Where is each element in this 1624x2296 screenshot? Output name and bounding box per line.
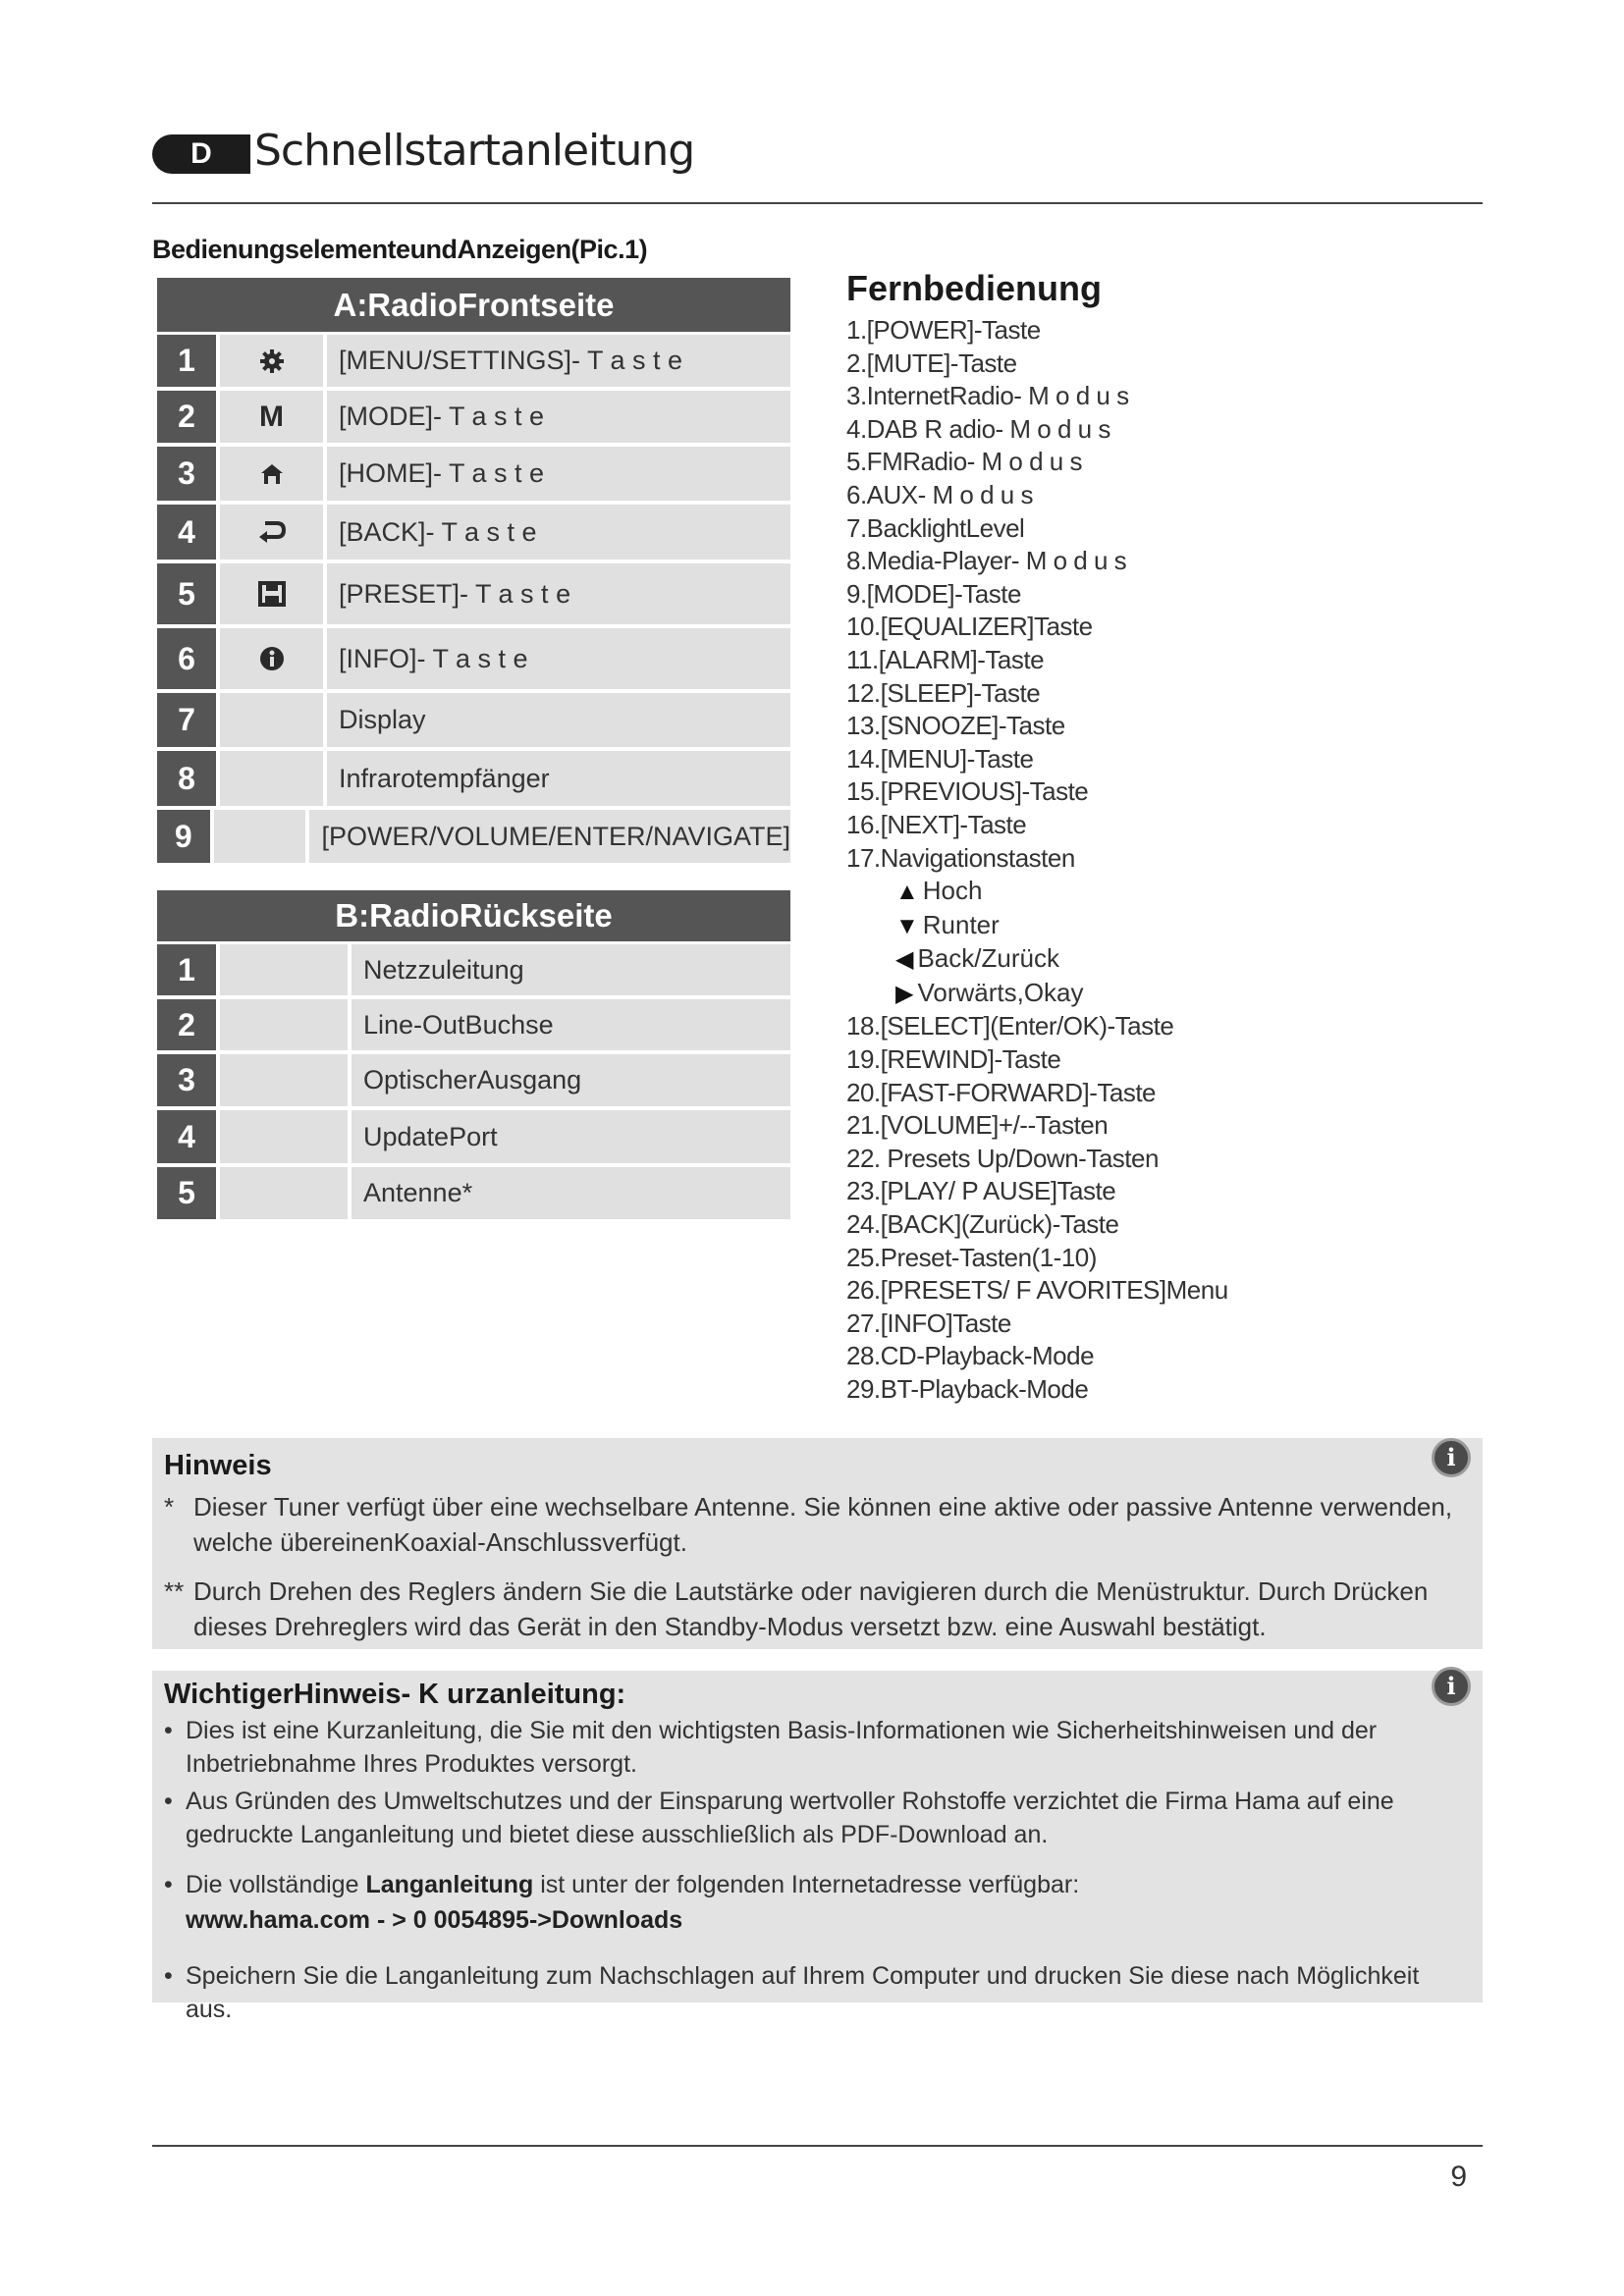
table-row [157, 563, 790, 624]
row-label: Netzzuleitung [352, 944, 790, 995]
row-number: 9 [157, 810, 210, 863]
save-preset-icon [220, 563, 323, 624]
footnote-mark: ** [164, 1576, 185, 1606]
download-url-link[interactable]: www.hama.com - > 0 0054895->Downloads [186, 1906, 683, 1934]
arrow-down-icon: ▼ [895, 912, 919, 939]
list-item: 1.[POWER]-Taste [846, 315, 1041, 345]
back-arrow-icon [220, 505, 323, 560]
list-item: 10.[EQUALIZER]Taste [846, 612, 1093, 642]
list-item: 3.InternetRadio- M o d u s [846, 381, 1129, 411]
bullet-text: Die vollständige [186, 1871, 366, 1898]
list-item: 23.[PLAY/ P AUSE]Taste [846, 1176, 1116, 1206]
bullet-icon: • [164, 1788, 173, 1815]
list-item: 21.[VOLUME]+/--Tasten [846, 1110, 1109, 1141]
bullet-text: ist unter der folgenden Internetadresse verfügbar: [533, 1871, 1080, 1898]
nav-item-down [895, 909, 1455, 943]
list-item: 25.Preset-Tasten(1-10) [846, 1242, 1097, 1272]
table-row [157, 999, 790, 1050]
bullet-text: Aus Gründen des Umweltschutzes und der Einsparung wertvoller Rohstoffe verzichtet die Firma Hama auf eine gedruckte Langanleitung und bietet diese ausschließlich als PDF-Download an. [186, 1788, 1394, 1848]
long-manual-label: Langanleitung [365, 1871, 534, 1898]
list-item: 8.Media-Player- M o d u s [846, 546, 1127, 576]
header-divider [152, 202, 1483, 204]
list-item: 2.[MUTE]-Taste [846, 347, 1017, 378]
empty-icon-cell [220, 1054, 348, 1106]
table-row [157, 1110, 790, 1163]
front-table-title: A:RadioFrontseite [157, 278, 790, 332]
remote-list [846, 314, 1455, 875]
bullet-icon: • [164, 1871, 173, 1898]
hinweis-title: Hinweis [164, 1450, 272, 1481]
row-number: 2 [157, 391, 216, 443]
nav-item-up [895, 875, 1455, 909]
row-number: 3 [157, 1054, 216, 1106]
row-label: Antenne* [352, 1167, 790, 1219]
footnote-text: Durch Drehen des Reglers ändern Sie die Lautstärke oder navigieren durch die Menüstruktur. Durch Drücken dieses Drehreglers wird das Gerät in den Standby-Modus versetzt bzw. eine Auswahl bestätigt. [193, 1576, 1429, 1641]
empty-icon-cell [220, 1167, 348, 1219]
info-icon: i [1432, 1667, 1471, 1706]
footnote-text: Dieser Tuner verfügt über eine wechselbare Antenne. Sie können eine aktive oder passive Antenne verwenden, welche übereinenKoaxial-Anschlussverfügt. [193, 1492, 1453, 1557]
list-item: 18.[SELECT](Enter/OK)-Taste [846, 1011, 1174, 1041]
row-number: 1 [157, 335, 216, 387]
row-label: [MODE]- T a s t e [327, 391, 790, 443]
list-item: 15.[PREVIOUS]-Taste [846, 776, 1089, 807]
table-row [157, 1054, 790, 1106]
row-label: [MENU/SETTINGS]- T a s t e [327, 335, 790, 387]
row-number: 4 [157, 1110, 216, 1163]
table-row [157, 1167, 790, 1219]
wichtig-title: WichtigerHinweis- K urzanleitung: [164, 1679, 626, 1710]
row-label: [HOME]- T a s t e [327, 447, 790, 501]
footer-divider [152, 2145, 1483, 2147]
list-item: 22. Presets Up/Down-Tasten [846, 1143, 1159, 1173]
list-item: 9.[MODE]-Taste [846, 578, 1021, 609]
wichtig-box [152, 1671, 1483, 2023]
table-row [157, 751, 790, 806]
list-item: 6.AUX- M o d u s [846, 479, 1033, 509]
nav-item-left [895, 942, 1455, 977]
bullet-text: Dies ist eine Kurzanleitung, die Sie mit den wichtigsten Basis-Informationen wie Sicherheitshinweisen und der Inbetriebnahme Ihres Produktes versorgt. [186, 1717, 1378, 1778]
list-item: 7.BacklightLevel [846, 512, 1025, 543]
list-item: 27.[INFO]Taste [846, 1308, 1011, 1338]
gear-icon [220, 335, 323, 387]
row-number: 7 [157, 693, 216, 747]
info-icon: i [1432, 1438, 1471, 1477]
table-row [157, 391, 790, 443]
list-item: 4.DAB R adio- M o d u s [846, 413, 1110, 444]
empty-icon-cell [220, 1110, 348, 1163]
navigation-keys-list [846, 875, 1455, 1010]
remote-list-continued [846, 1010, 1455, 1406]
row-number: 1 [157, 944, 216, 995]
list-item: 20.[FAST-FORWARD]-Taste [846, 1077, 1157, 1107]
nav-label: Vorwärts,Okay [917, 977, 1084, 1007]
page-number: 9 [1450, 2161, 1467, 2193]
list-item: 13.[SNOOZE]-Taste [846, 711, 1065, 741]
nav-label: Hoch [922, 876, 983, 906]
back-table-title: B:RadioRückseite [157, 890, 790, 941]
arrow-left-icon: ◀ [895, 946, 914, 974]
info-icon [220, 628, 323, 689]
back-controls-table [157, 890, 790, 1223]
hinweis-box [152, 1438, 1483, 1649]
row-number: 6 [157, 628, 216, 689]
row-label: [POWER/VOLUME/ENTER/NAVIGATE] [309, 810, 790, 863]
row-number: 2 [157, 999, 216, 1050]
table-row [157, 628, 790, 689]
arrow-up-icon: ▲ [895, 879, 919, 906]
list-item: 29.BT-Playback-Mode [846, 1374, 1089, 1404]
empty-icon-cell [214, 810, 306, 863]
bullet-item [164, 1714, 1471, 1781]
bullet-icon: • [164, 1717, 173, 1744]
footnote-mark: * [164, 1492, 175, 1522]
table-row [157, 810, 790, 863]
arrow-right-icon: ▶ [895, 980, 914, 1007]
page-title: Schnellstartanleitung [254, 126, 695, 176]
table-row [157, 335, 790, 387]
list-item: 14.[MENU]-Taste [846, 743, 1034, 774]
row-label: Infrarotempfänger [327, 751, 790, 806]
list-item: 24.[BACK](Zurück)-Taste [846, 1209, 1119, 1240]
row-number: 5 [157, 563, 216, 624]
home-icon [220, 447, 323, 501]
table-row [157, 693, 790, 747]
bullet-text: Speichern Sie die Langanleitung zum Nachschlagen auf Ihrem Computer und drucken Sie diese nach Möglichkeit aus. [186, 1962, 1420, 2023]
empty-icon-cell [220, 693, 323, 747]
remote-control-section [846, 265, 1455, 1407]
list-item: 12.[SLEEP]-Taste [846, 677, 1041, 708]
table-row [157, 944, 790, 995]
bullet-item [164, 1867, 1471, 1938]
bullet-item [164, 1785, 1471, 1851]
table-row [157, 447, 790, 501]
list-item: 19.[REWIND]-Taste [846, 1044, 1061, 1075]
front-controls-table [157, 278, 790, 867]
list-item: 28.CD-Playback-Mode [846, 1341, 1095, 1371]
list-item: 5.FMRadio- M o d u s [846, 447, 1082, 477]
nav-label: Runter [922, 909, 1000, 939]
row-label: Display [327, 693, 790, 747]
remote-title: Fernbedienung [846, 268, 1102, 308]
row-label: [INFO]- T a s t e [327, 628, 790, 689]
section-subtitle: BedienungselementeundAnzeigen(Pic.1) [152, 235, 648, 264]
row-number: 3 [157, 447, 216, 501]
list-item: 17.Navigationstasten [846, 842, 1075, 873]
footnote-double-star [164, 1574, 1471, 1644]
table-row [157, 505, 790, 560]
list-item: 26.[PRESETS/ F AVORITES]Menu [846, 1275, 1228, 1306]
row-number: 8 [157, 751, 216, 806]
row-label: UpdatePort [352, 1110, 790, 1163]
footnote-single-star [164, 1489, 1471, 1560]
row-label: OptischerAusgang [352, 1054, 790, 1106]
row-number: 5 [157, 1167, 216, 1219]
row-label: Line-OutBuchse [352, 999, 790, 1050]
empty-icon-cell [220, 751, 323, 806]
empty-icon-cell [220, 999, 348, 1050]
language-badge: D [152, 134, 250, 174]
row-label: [PRESET]- T a s t e [327, 563, 790, 624]
list-item: 11.[ALARM]-Taste [846, 644, 1045, 674]
bullet-icon: • [164, 1962, 173, 1990]
empty-icon-cell [220, 944, 348, 995]
m-mode-icon: M [220, 391, 323, 443]
row-label: [BACK]- T a s t e [327, 505, 790, 560]
row-number: 4 [157, 505, 216, 560]
nav-item-right [895, 977, 1455, 1011]
list-item: 16.[NEXT]-Taste [846, 809, 1027, 839]
bullet-item [164, 1959, 1471, 2026]
nav-label: Back/Zurück [917, 943, 1059, 974]
